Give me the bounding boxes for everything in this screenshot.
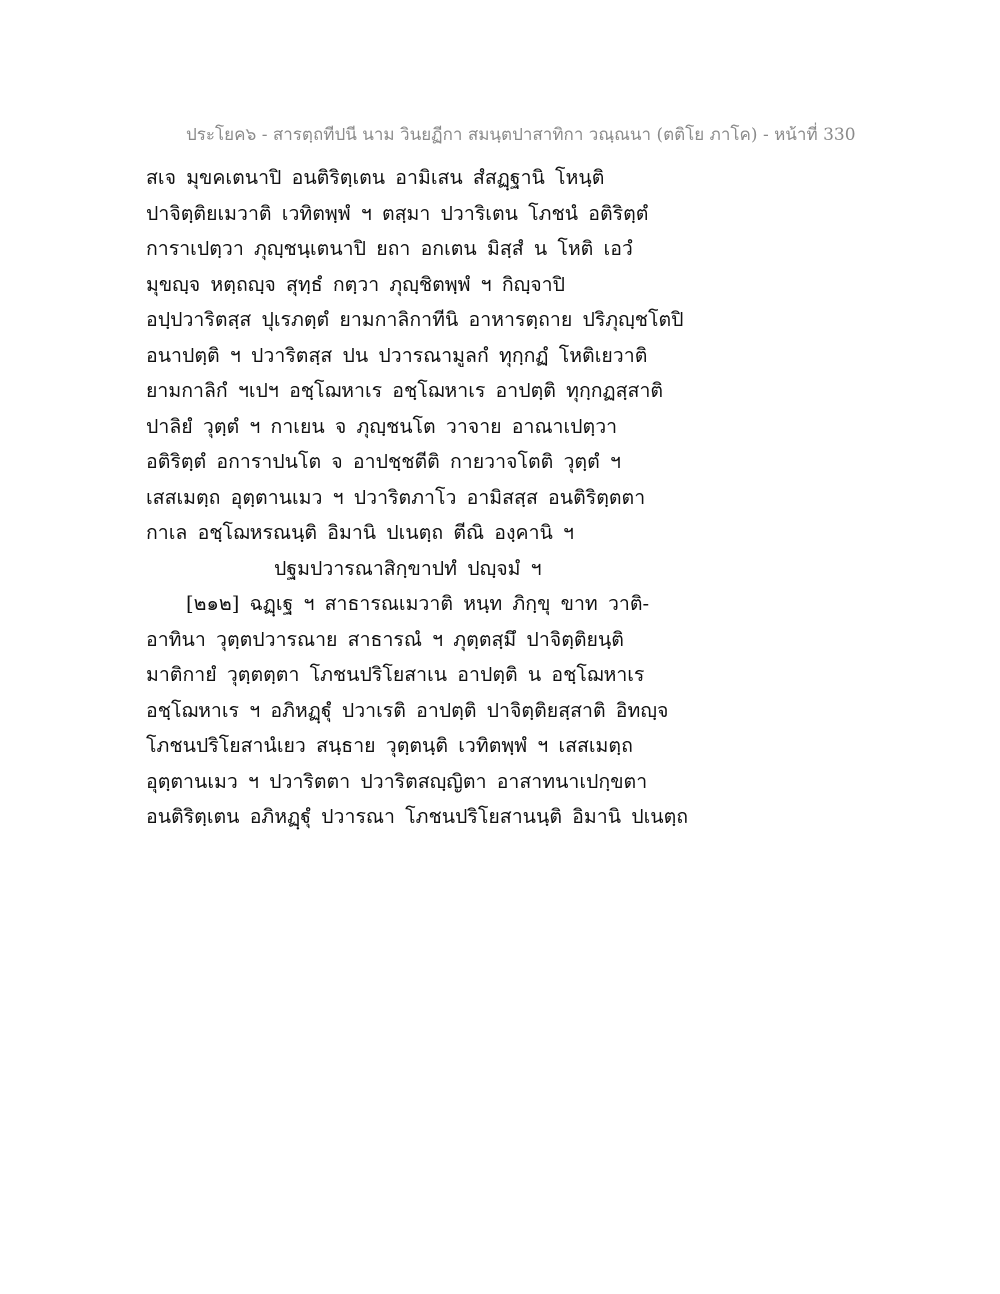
text-line: อนาปตฺติ ฯ ปวาริตสฺส ปน ปวารณามูลกํ ทุกฺกฏํ โหติเยวาติ <box>146 343 648 367</box>
text-line: โภชนปริโยสานํเยว สนฺธาย วุตฺตนฺติ เวทิตพฺพํ ฯ เสสเมตฺถ <box>146 734 633 757</box>
text-line: ปาจิตฺติยเมวาติ เวทิตพฺพํ ฯ ตสฺมา ปวาริเตน โภชนํ อติริตฺตํ <box>146 201 649 225</box>
text-line: อนติริตฺเตน อภิหฏฺฐุํ ปวารณา โภชนปริโยสานนฺติ อิมานิ ปเนตฺถ <box>146 805 689 828</box>
body-text <box>146 160 906 835</box>
text-line: มาติกายํ วุตฺตตฺตา โภชนปริโยสาเน อาปตฺติ น อชฺโฌหาเร <box>146 663 645 686</box>
text-line: การาเปตฺวา ภุญฺชนฺเตนาปิ ยถา อกเตน มิสฺสํ น โหติ เอวํ <box>146 237 633 260</box>
text-line: อติริตฺตํ อการาปนโต จ อาปชฺชตีติ กายวาจโตติ วุตฺตํ ฯ <box>146 450 621 473</box>
text-line: สเจ มุขคเตนาปิ อนติริตฺเตน อามิเสน สํสฏฺฐานิ โหนฺติ <box>146 166 605 189</box>
text-line: อาทินา วุตฺตปวารณาย สาธารณํ ฯ ภุตฺตสฺมึ ปาจิตฺติยนฺติ <box>146 627 624 651</box>
text-line: อุตฺตานเมว ฯ ปวาริตตา ปวาริตสญฺญิตา อาสาทนาเปกฺขตา <box>146 769 648 793</box>
text-line: มุขญฺจ หตฺถญฺจ สุทฺธํ กตฺวา ภุญฺชิตพฺพํ ฯ กิญฺจาปิ <box>146 272 566 296</box>
page-header: ประโยค๖ - สารตฺถทีปนี นาม วินยฏีกา สมนฺตปาสาทิกา วณฺณนา (ตติโย ภาโค) - หน้าที่ 330 <box>186 125 856 145</box>
text-line: [๒๑๒] ฉฏฺเฐ ฯ สาธารณเมวาติ หนฺท ภิกฺขุ ขาท วาติ- <box>186 592 650 615</box>
section-title: ปฐมปวารณาสิกฺขาปทํ ปญฺจมํ ฯ <box>274 556 542 580</box>
text-line: อปฺปวาริตสฺส ปุเรภตฺตํ ยามกาลิกาทีนิ อาหารตฺถาย ปริภุญฺชโตปิ <box>146 308 684 331</box>
text-line: ยามกาลิกํ ฯเปฯ อชฺโฌหาเร อชฺโฌหาเร อาปตฺติ ทุกฺกฏสฺสาติ <box>146 379 664 402</box>
text-line: กาเล อชฺโฌหรณนฺติ อิมานิ ปเนตฺถ ตีณิ องฺคานิ ฯ <box>146 521 575 544</box>
text-line: เสสเมตฺถ อุตฺตานเมว ฯ ปวาริตภาโว อามิสสฺส อนติริตฺตตา <box>146 485 646 509</box>
text-line: ปาลิยํ วุตฺตํ ฯ กาเยน จ ภุญฺชนโต วาจาย อาณาเปตฺวา <box>146 414 618 438</box>
text-line: อชฺโฌหาเร ฯ อภิหฏฺฐุํ ปวาเรติ อาปตฺติ ปาจิตฺติยสฺสาติ อิทญฺจ <box>146 698 669 722</box>
